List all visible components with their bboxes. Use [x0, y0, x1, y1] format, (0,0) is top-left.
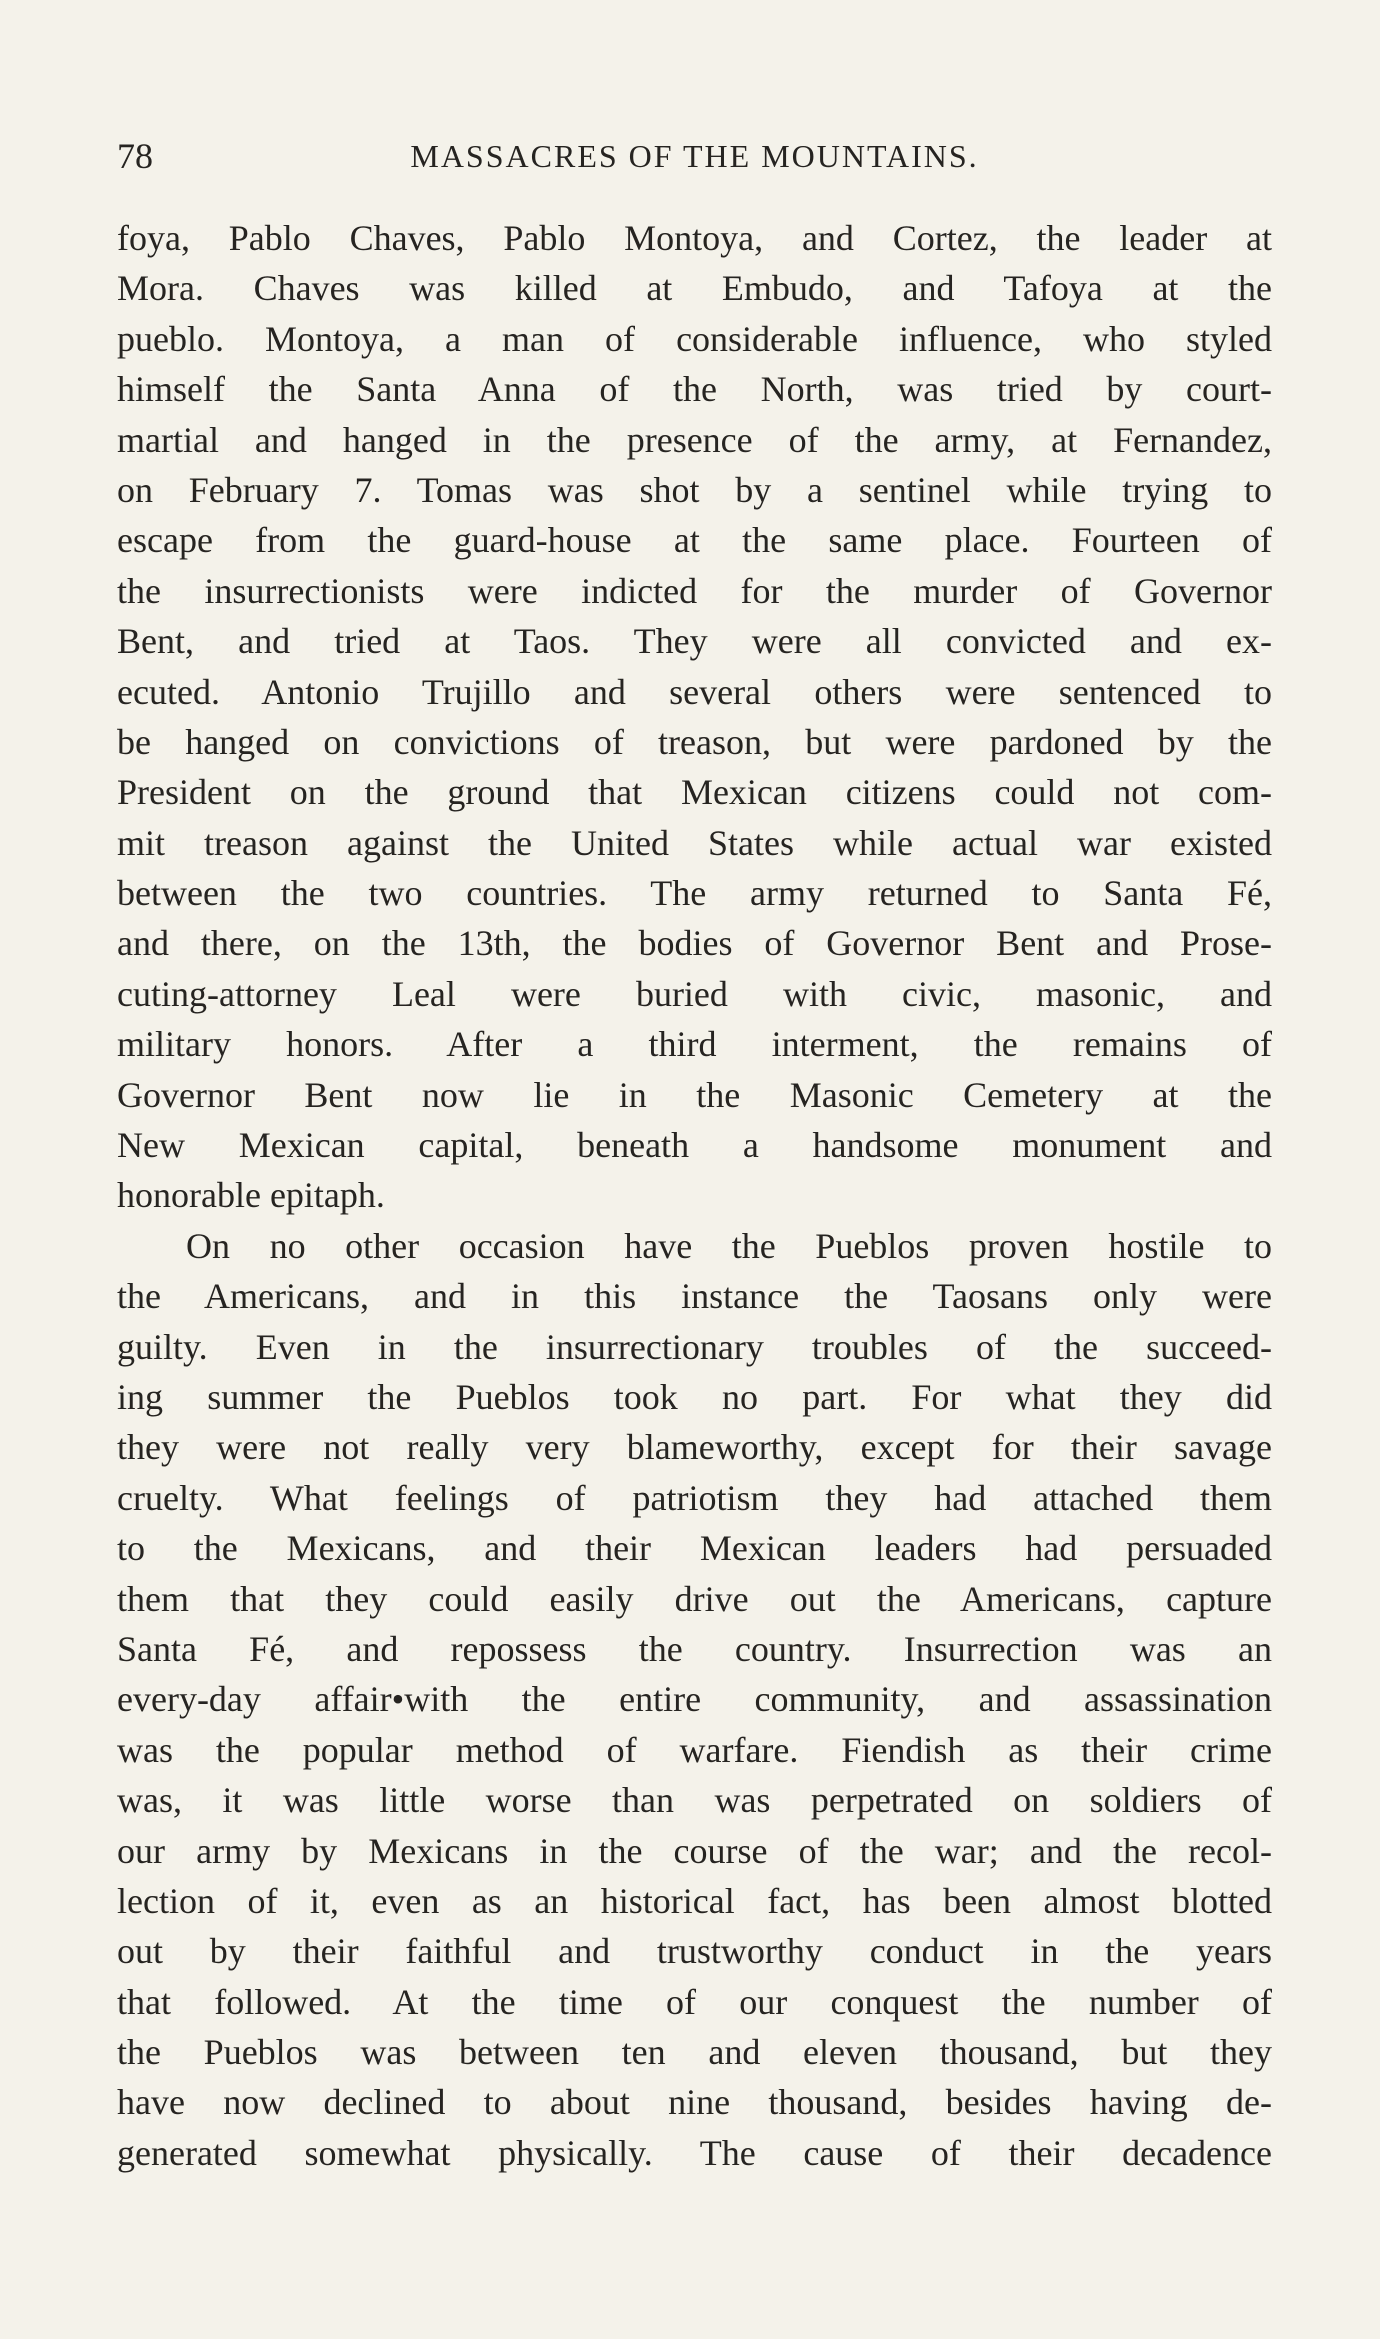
text-line: the Americans, and in this instance the Taosans only were: [117, 1276, 1272, 1317]
text-line: every-day affair•with the entire community, and assassination: [117, 1679, 1272, 1720]
text-line: between the two countries. The army returned to Santa Fé,: [117, 873, 1272, 914]
text-line: Santa Fé, and repossess the country. Insurrection was an: [117, 1628, 1272, 1669]
text-line: cuting-attorney Leal were buried with civic, masonic, and: [117, 973, 1272, 1014]
text-line: they were not really very blameworthy, except for their savage: [117, 1427, 1272, 1468]
text-line: himself the Santa Anna of the North, was tried by court-: [117, 369, 1272, 410]
text-line: out by their faithful and trustworthy conduct in the years: [117, 1931, 1272, 1972]
text-line: to the Mexicans, and their Mexican leaders had persuaded: [117, 1528, 1272, 1569]
text-line: pueblo. Montoya, a man of considerable influence, who styled: [117, 318, 1272, 359]
text-line: guilty. Even in the insurrectionary troubles of the succeed-: [117, 1326, 1272, 1367]
text-line: generated somewhat physically. The cause of their decadence: [117, 2132, 1272, 2173]
text-line: escape from the guard-house at the same place. Fourteen of: [117, 520, 1272, 561]
text-line: be hanged on convictions of treason, but were pardoned by the: [117, 721, 1272, 762]
text-line: that followed. At the time of our conquest the number of: [117, 1981, 1272, 2022]
running-title: MASSACRES OF THE MOUNTAINS.: [410, 138, 979, 174]
text-line: the insurrectionists were indicted for the murder of Governor: [117, 570, 1272, 611]
text-line: our army by Mexicans in the course of the war; and the recol-: [117, 1830, 1272, 1871]
page-number: 78: [117, 136, 153, 176]
text-line: on February 7. Tomas was shot by a sentinel while trying to: [117, 469, 1272, 510]
text-line: Mora. Chaves was killed at Embudo, and Tafoya at the: [117, 268, 1272, 309]
text-line: Governor Bent now lie in the Masonic Cemetery at the: [117, 1074, 1272, 1115]
paragraph-end-line: honorable epitaph.: [117, 1175, 385, 1216]
text-line: New Mexican capital, beneath a handsome monument and: [117, 1125, 1272, 1166]
text-line: the Pueblos was between ten and eleven thousand, but they: [117, 2032, 1272, 2073]
text-line: ing summer the Pueblos took no part. For what they did: [117, 1376, 1272, 1417]
text-line: lection of it, even as an historical fact, has been almost blotted: [117, 1880, 1272, 1921]
text-line: ecuted. Antonio Trujillo and several others were sentenced to: [117, 671, 1272, 712]
text-line: was, it was little worse than was perpetrated on soldiers of: [117, 1780, 1272, 1821]
body-text: [117, 213, 1272, 2178]
text-line: foya, Pablo Chaves, Pablo Montoya, and Cortez, the leader at: [117, 218, 1272, 258]
text-line: Bent, and tried at Taos. They were all convicted and ex-: [117, 621, 1272, 662]
text-line: them that they could easily drive out the Americans, capture: [117, 1578, 1272, 1619]
page-header: [117, 130, 1272, 182]
text-line: and there, on the 13th, the bodies of Governor Bent and Prose-: [117, 923, 1272, 964]
text-line: have now declined to about nine thousand, besides having de-: [117, 2082, 1272, 2123]
text-line: was the popular method of warfare. Fiendish as their crime: [117, 1729, 1272, 1770]
text-line: cruelty. What feelings of patriotism they had attached them: [117, 1477, 1272, 1518]
paragraph-start-line: On no other occasion have the Pueblos proven hostile to: [186, 1225, 1272, 1266]
text-line: martial and hanged in the presence of the army, at Fernandez,: [117, 419, 1272, 460]
text-line: military honors. After a third interment, the remains of: [117, 1024, 1272, 1065]
text-line: President on the ground that Mexican citizens could not com-: [117, 772, 1272, 813]
text-line: mit treason against the United States while actual war existed: [117, 822, 1272, 863]
